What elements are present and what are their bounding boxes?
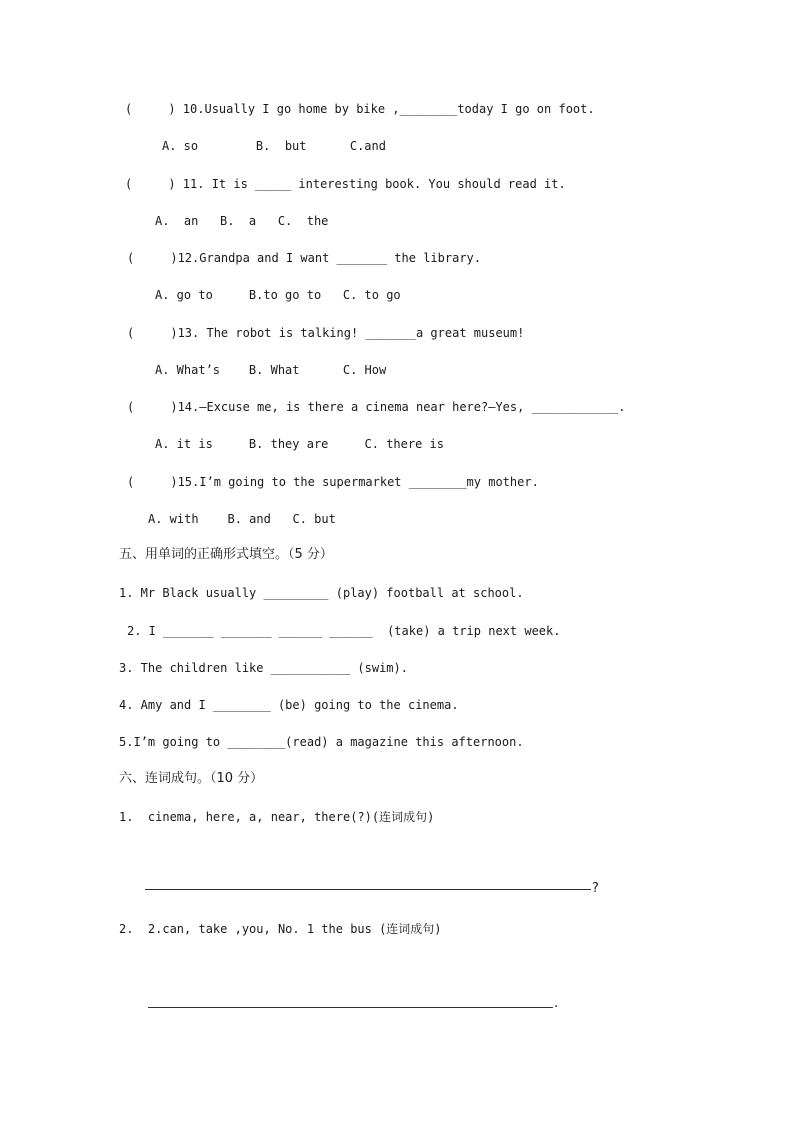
question-15: ( )15.I’m going to the supermarket ________my mother. bbox=[127, 475, 539, 489]
question-10-options: A. so B. but C.and bbox=[162, 139, 386, 153]
question-13: ( )13. The robot is talking! _______a great museum! bbox=[127, 326, 525, 340]
answer-line-2-end: . bbox=[554, 996, 559, 1011]
fill-item-3: 3. The children like ___________ (swim). bbox=[119, 661, 408, 675]
section-6-heading: 六、连词成句。（10 分） bbox=[119, 771, 264, 786]
section-5-heading: 五、用单词的正确形式填空。（5 分） bbox=[119, 547, 333, 562]
fill-item-4: 4. Amy and I ________ (be) going to the cinema. bbox=[119, 698, 459, 712]
question-11-options: A. an B. a C. the bbox=[155, 214, 329, 228]
question-11: ( ) 11. It is _____ interesting book. You should read it. bbox=[125, 177, 566, 191]
fill-item-1: 1. Mr Black usually _________ (play) football at school. bbox=[119, 586, 524, 600]
reorder-question-1: 1. cinema, here, a, near, there(?)(连词成句) bbox=[119, 810, 435, 824]
answer-line-1 bbox=[145, 889, 591, 890]
answer-line-1-end: ? bbox=[592, 881, 599, 896]
question-13-options: A. What’s B. What C. How bbox=[155, 363, 387, 377]
fill-item-2: 2. I _______ _______ ______ ______ (take) a trip next week. bbox=[127, 624, 561, 638]
fill-item-5: 5.I’m going to ________(read) a magazine this afternoon. bbox=[119, 735, 524, 749]
reorder-question-2: 2. 2.can, take ,you, No. 1 the bus (连词成句) bbox=[119, 922, 442, 936]
question-12: ( )12.Grandpa and I want _______ the library. bbox=[127, 251, 482, 265]
question-12-options: A. go to B.to go to C. to go bbox=[155, 288, 401, 302]
question-15-options: A. with B. and C. but bbox=[148, 512, 336, 526]
answer-line-2 bbox=[148, 1007, 553, 1008]
question-14: ( )14.—Excuse me, is there a cinema near here?—Yes, ____________. bbox=[127, 400, 626, 414]
question-10: ( ) 10.Usually I go home by bike ,________today I go on foot. bbox=[125, 102, 595, 116]
question-14-options: A. it is B. they are C. there is bbox=[155, 437, 444, 451]
